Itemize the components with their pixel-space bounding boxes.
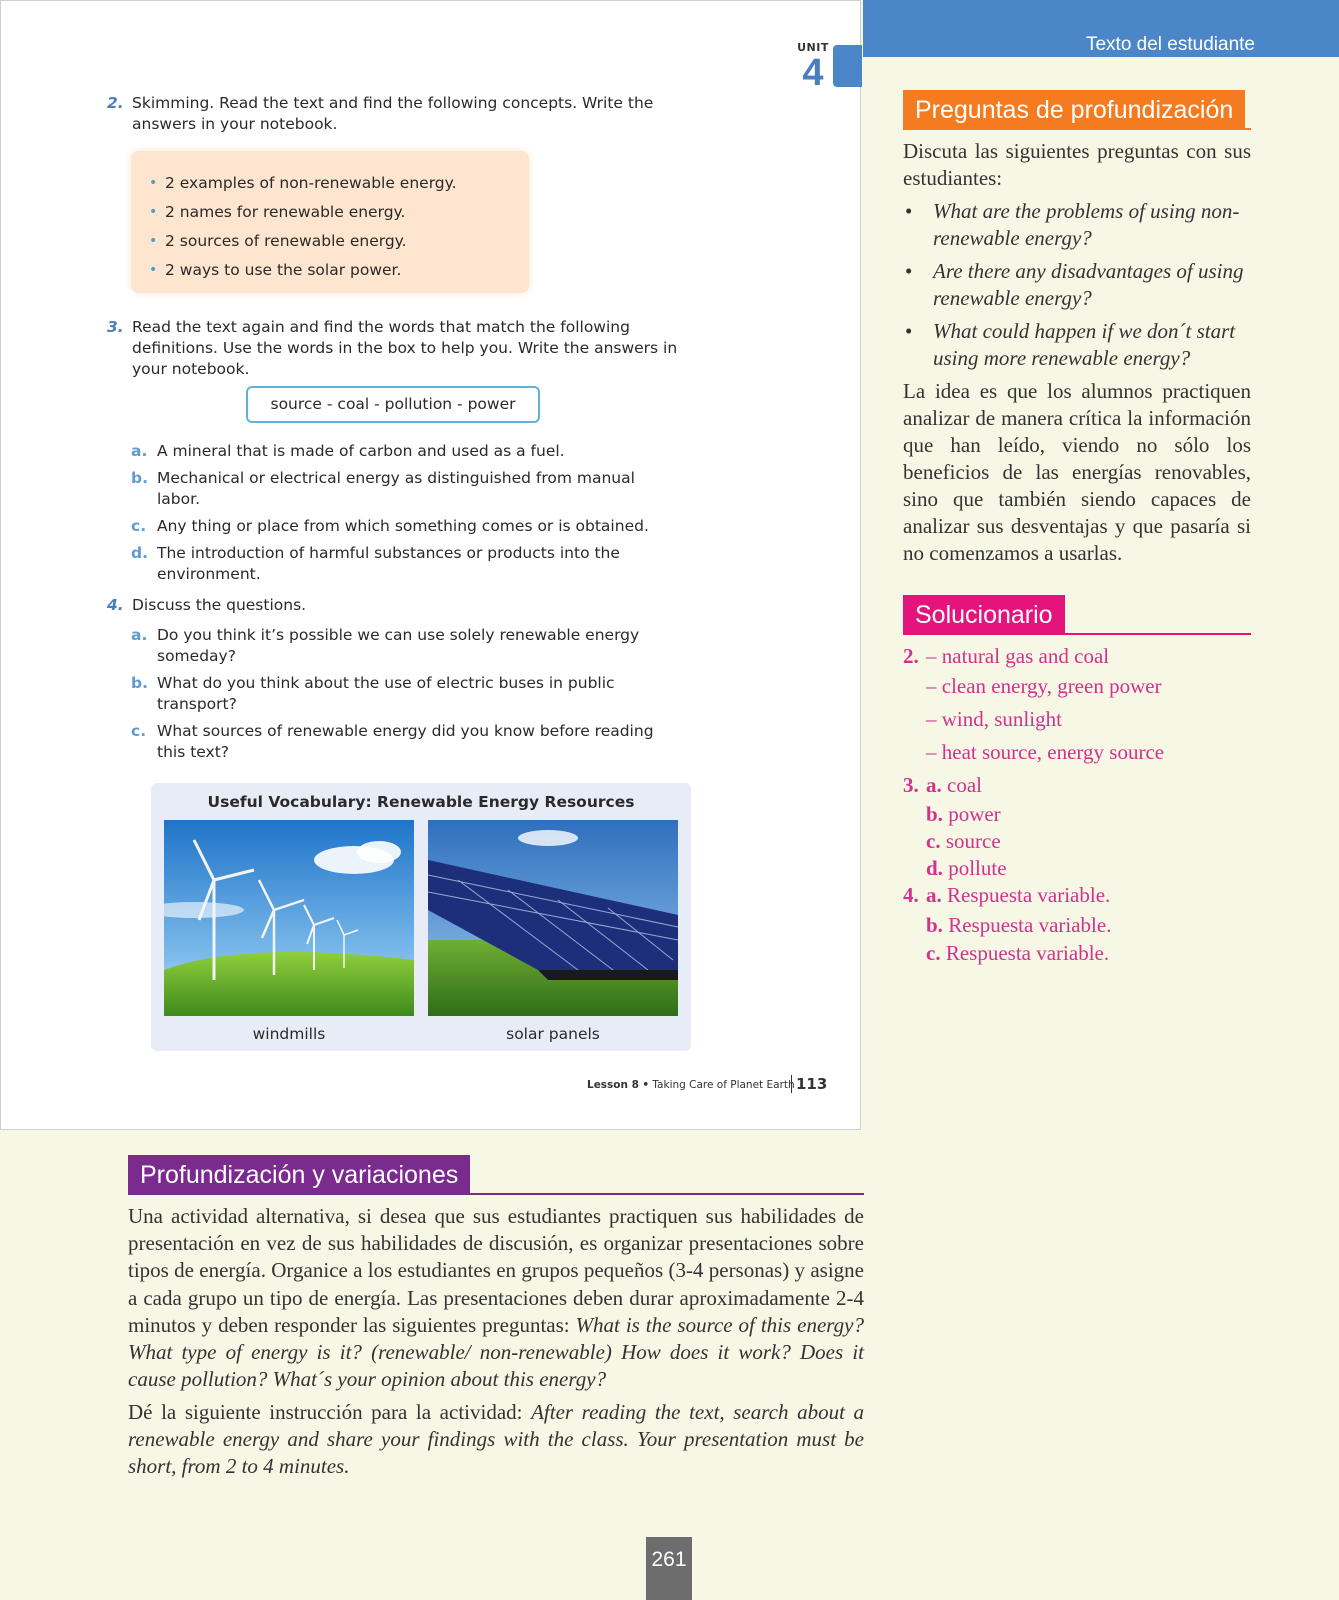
question-number: 4. <box>107 596 124 614</box>
answer-4c: c. Respuesta variable. <box>926 941 1110 965</box>
question-number: 3. <box>107 318 124 336</box>
answer-4a: a. Respuesta variable. <box>926 883 1111 907</box>
definition-a: a. A mineral that is made of carbon and used as a fuel. <box>131 442 565 460</box>
unit-tab <box>833 45 862 87</box>
concepts-box <box>131 151 529 293</box>
list-item: • 2 names for renewable energy. <box>149 203 406 221</box>
caption-windmills: windmills <box>252 1025 326 1043</box>
list-item: • Are there any disadvantages of using renewable energy? <box>905 259 1244 310</box>
list-item: • 2 sources of renewable energy. <box>149 232 407 250</box>
discussion-b: b. What do you think about the use of electric buses in public transport? <box>131 674 615 713</box>
solucionario-underline <box>903 633 1251 635</box>
question-number: 2. <box>107 94 124 112</box>
unit-number: 4 <box>802 52 824 94</box>
preguntas-list <box>905 198 1255 378</box>
caption-solar-panels: solar panels <box>506 1025 600 1043</box>
word-box: source - coal - pollution - power <box>246 386 540 423</box>
question-3 <box>107 317 707 380</box>
answer-3-number: 3. <box>903 773 919 797</box>
preguntas-heading: Preguntas de profundización <box>903 90 1245 130</box>
profundizacion-paragraph-2: Dé la siguiente instrucción para la actividad: After reading the text, search about a renewable energy and share your findings with the class. Your presentation must be short, from 2 to 4 minutes. <box>128 1400 865 1479</box>
discussion-c: c. What sources of renewable energy did you know before reading this text? <box>131 722 654 761</box>
preguntas-intro: Discuta las siguientes preguntas con sus estudiantes: <box>903 139 1251 190</box>
question-text: Read the text again and find the words that match the following definitions. Use the words in the box to help you. Write the answers in your notebook. <box>132 318 678 378</box>
list-item: • What are the problems of using non-renewable energy? <box>905 199 1240 250</box>
list-item: • What could happen if we don´t start using more renewable energy? <box>905 319 1236 370</box>
profundizacion-heading: Profundización y variaciones <box>128 1155 470 1195</box>
profundizacion-paragraph-1: Una actividad alternativa, si desea que sus estudiantes practiquen sus habilidades de presentación en vez de sus habilidades de discusión, es organizar presentaciones sobre tipos de energía. Organice a los estudiantes en grupos pequeños (3-4 personas) y asigne a cada grupo un tipo de energía. Las presentaciones deben durar aproximadamente 2-4 minutos y deben responder las siguientes preguntas: What is the source of this energy? What type of energy is it? (renewable/ non-renewable) How does it work? Does it cause pollution? What´s your opinion about this energy? <box>128 1204 864 1392</box>
answer-4-number: 4. <box>903 883 919 907</box>
vocabulary-panel <box>151 783 691 1051</box>
header-tab-label: Texto del estudiante <box>1085 34 1255 55</box>
header-bar <box>863 0 1339 57</box>
answer-3b: b. power <box>926 802 1001 826</box>
unit-label: UNIT <box>797 41 829 54</box>
page-footer <box>587 1075 828 1093</box>
question-4 <box>107 595 707 616</box>
vocabulary-title: Useful Vocabulary: Renewable Energy Resources <box>207 793 635 811</box>
question-text: Discuss the questions. <box>132 596 307 614</box>
solar-panels-image <box>428 820 678 1016</box>
discussion-a: a. Do you think it’s possible we can use solely renewable energy someday? <box>131 626 640 665</box>
question-text: Skimming. Read the text and find the following concepts. Write the answers in your notebook. <box>132 94 654 133</box>
preguntas-underline <box>903 128 1251 130</box>
definition-b: b. Mechanical or electrical energy as distinguished from manual labor. <box>131 469 635 508</box>
footer-bullet: • <box>642 1079 650 1091</box>
answer-2-line: – wind, sunlight <box>926 707 1062 731</box>
answer-2-line: – clean energy, green power <box>926 674 1162 698</box>
question-2 <box>107 93 707 135</box>
answer-3d: d. pollute <box>926 856 1007 880</box>
student-page-number: 113 <box>791 1075 827 1093</box>
answer-3a: a. coal <box>926 773 982 797</box>
answer-2-number: 2. <box>903 644 919 668</box>
preguntas-closing: La idea es que los alumnos practiquen analizar de manera crítica la información que han leído, viendo no sólo los beneficios de las energías renovables, sino que también siendo capaces de analizar sus desventajas y que pasaría si no comenzamos a usarlas. <box>903 379 1251 565</box>
lesson-label: Lesson 8 <box>587 1079 639 1091</box>
page-number: 261 <box>646 1537 692 1600</box>
unit-badge <box>793 41 833 92</box>
solucionario-heading: Solucionario <box>903 595 1065 635</box>
answer-3c: c. source <box>926 829 1001 853</box>
student-page <box>0 0 861 1130</box>
definition-d: d. The introduction of harmful substances or products into the environment. <box>131 544 620 583</box>
lesson-topic: Taking Care of Planet Earth <box>652 1079 795 1091</box>
list-item: • 2 ways to use the solar power. <box>149 261 402 279</box>
list-item: • 2 examples of non-renewable energy. <box>149 174 457 192</box>
profundizacion-underline <box>128 1193 864 1195</box>
definition-c: c. Any thing or place from which something comes or is obtained. <box>131 517 649 535</box>
answer-4b: b. Respuesta variable. <box>926 913 1112 937</box>
answer-2-line: – natural gas and coal <box>926 644 1110 668</box>
windmills-image <box>164 820 414 1016</box>
answer-2-line: – heat source, energy source <box>926 740 1165 764</box>
